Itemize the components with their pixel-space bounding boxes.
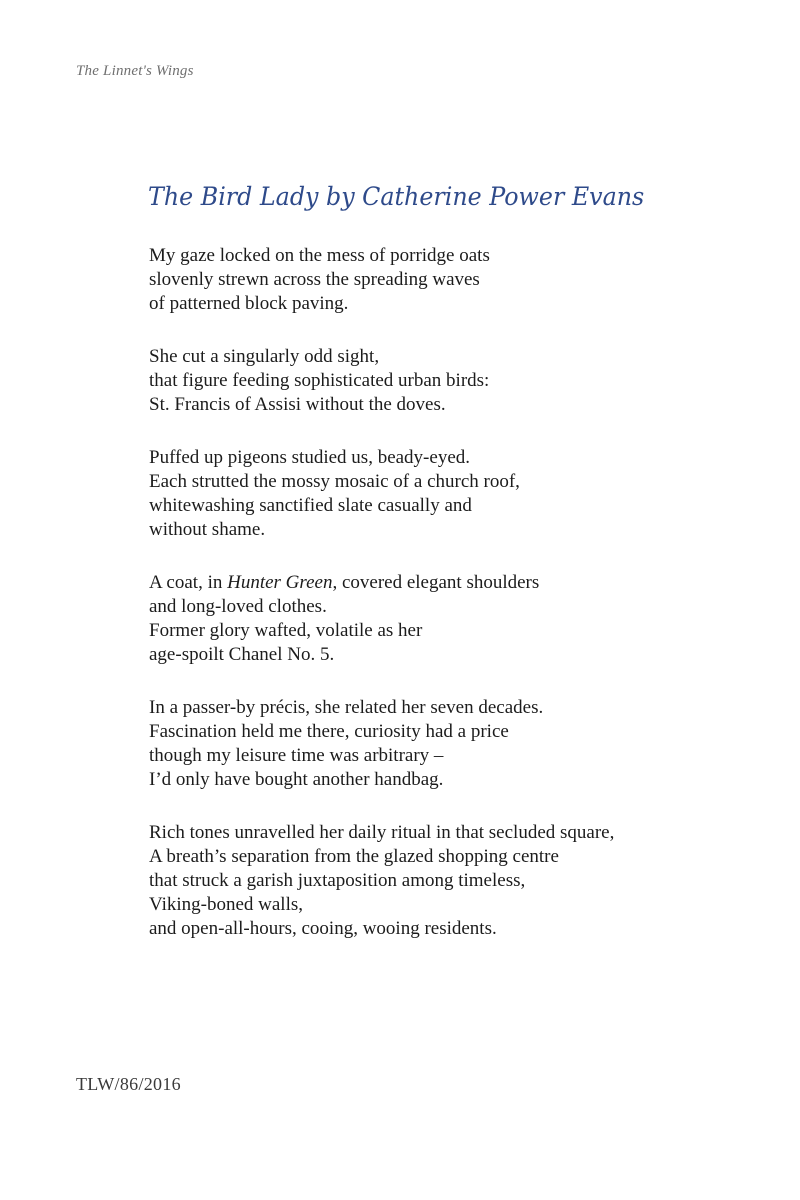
poem-line: I’d only have bought another handbag. xyxy=(149,769,444,790)
poem-line: and open-all-hours, cooing, wooing residents. xyxy=(149,918,497,939)
poem-line: age-spoilt Chanel No. 5. xyxy=(149,644,335,665)
stanza-6 xyxy=(149,821,769,941)
poem-line: that struck a garish juxtaposition among timeless, xyxy=(149,870,526,891)
stanza-3 xyxy=(149,446,769,542)
journal-header: The Linnet's Wings xyxy=(76,63,194,79)
poem-line: of patterned block paving. xyxy=(149,293,349,314)
poem-line: without shame. xyxy=(149,519,266,540)
italic-phrase: Hunter Green xyxy=(227,572,333,593)
line-text-before: A coat, in xyxy=(149,572,228,593)
poem-line: Fascination held me there, curiosity had a price xyxy=(149,721,509,742)
poem-line: Rich tones unravelled her daily ritual in that secluded square, xyxy=(149,822,615,843)
poem-line: Viking-boned walls, xyxy=(149,894,304,915)
poem-line-with-italic xyxy=(149,571,769,595)
poem-line: Each strutted the mossy mosaic of a church roof, xyxy=(149,471,520,492)
poem-line: My gaze locked on the mess of porridge oats xyxy=(149,245,490,266)
poem-body xyxy=(149,244,769,970)
stanza-5 xyxy=(149,696,769,792)
poem-line: and long-loved clothes. xyxy=(149,596,327,617)
poem-line: whitewashing sanctified slate casually and xyxy=(149,495,472,516)
poem-line: She cut a singularly odd sight, xyxy=(149,346,380,367)
poem-line: Former glory wafted, volatile as her xyxy=(149,620,423,641)
poem-line: St. Francis of Assisi without the doves. xyxy=(149,394,446,415)
stanza-4 xyxy=(149,571,769,667)
poem-title: The Bird Lady by Catherine Power Evans xyxy=(148,182,645,211)
stanza-1 xyxy=(149,244,769,316)
poem-line: though my leisure time was arbitrary – xyxy=(149,745,444,766)
poem-line: slovenly strewn across the spreading waves xyxy=(149,269,480,290)
poem-line: In a passer-by précis, she related her seven decades. xyxy=(149,697,544,718)
poem-line: that figure feeding sophisticated urban birds: xyxy=(149,370,490,391)
stanza-2 xyxy=(149,345,769,417)
poem-line: A breath’s separation from the glazed shopping centre xyxy=(149,846,559,867)
poem-line: Puffed up pigeons studied us, beady-eyed. xyxy=(149,447,471,468)
line-text-after: , covered elegant shoulders xyxy=(332,572,540,593)
page-reference: TLW/86/2016 xyxy=(76,1074,181,1094)
